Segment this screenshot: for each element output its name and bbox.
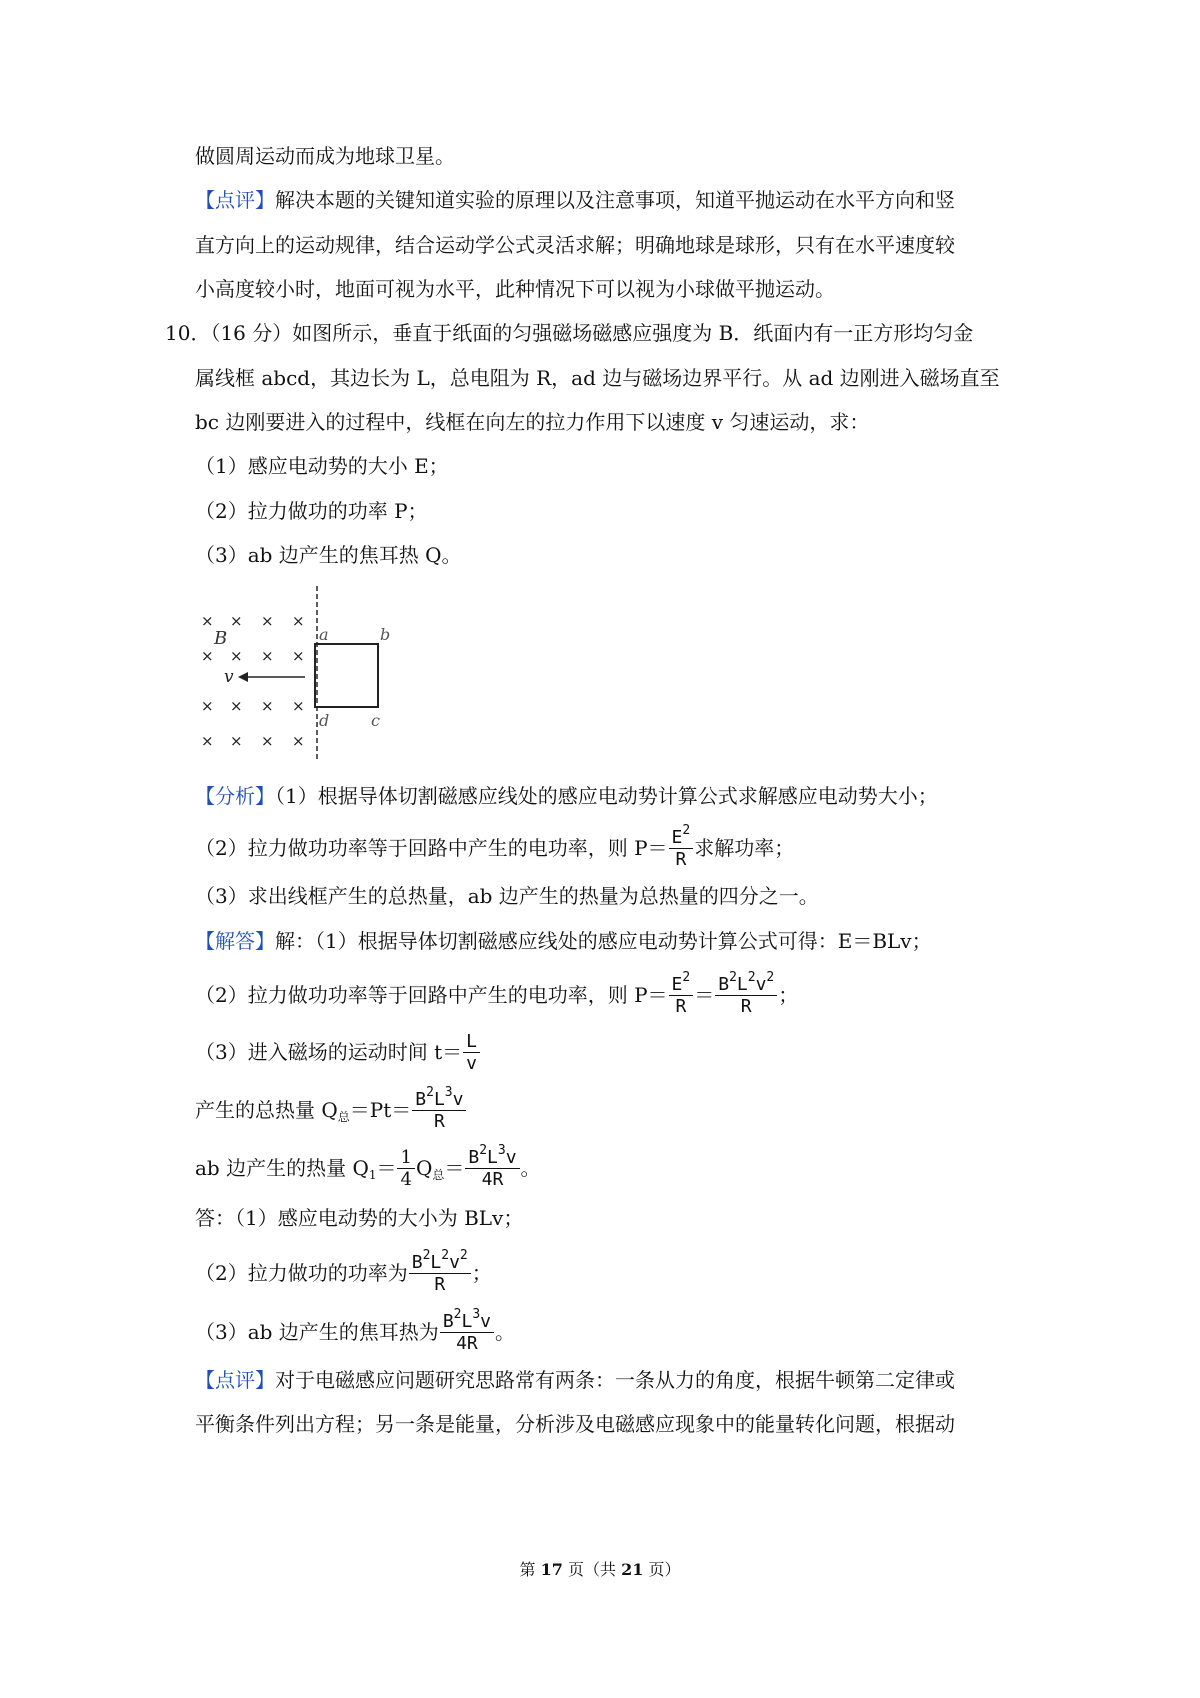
fraction-one-quarter: $\frac{1}{4}$ [397, 1148, 414, 1191]
fraction-E2-over-R: $\frac{E^2}{R}$ [669, 828, 694, 871]
sub-question: （1）感应电动势的大小 E； [195, 454, 449, 478]
solution-line: （2）拉力做功功率等于回路中产生的电功率，则 P＝ $\frac{E^2}{R}$ ＝ $\frac{B^2L^2v^2}{R}$ ； [195, 970, 799, 1017]
label-b: b [380, 625, 391, 644]
sub-question: （3）ab 边产生的焦耳热 Q。 [195, 543, 462, 567]
fraction-B2L2v2-over-R: $\frac{B^2L^2v^2}{R}$ [409, 1253, 471, 1296]
label-B: B [214, 628, 228, 649]
fraction-B2L3v-over-4R: $\frac{B^2L^3v}{4R}$ [440, 1312, 494, 1355]
cross-mark: × [230, 697, 243, 715]
cross-mark: × [292, 612, 305, 630]
arrow-head [238, 672, 248, 682]
cross-mark: × [292, 697, 305, 715]
page-number: 17 [540, 1560, 563, 1579]
solution-line: ab 边产生的热量 $Q_1=$ $\frac{1}{4}$ $Q_总=$ $\frac{B^2L^3v}{4R}$ 。 [195, 1143, 541, 1190]
page-footer: 第 17 页（共 21 页） [519, 1560, 681, 1579]
comment-paragraph [195, 186, 955, 214]
cross-mark: × [261, 647, 274, 665]
label-a: a [319, 625, 329, 644]
fraction-B2L3v-over-R: $\frac{B^2L^3v}{R}$ [412, 1090, 466, 1133]
cross-mark: × [201, 697, 214, 715]
answer-line: （2）拉力做功的功率为 $\frac{B^2L^2v^2}{R}$ ； [195, 1248, 492, 1295]
cross-mark: × [261, 612, 274, 630]
solution-line: 【解答】解：（1）根据导体切割磁感应线处的感应电动势计算公式可得：E＝BLv； [195, 929, 932, 953]
solution-tag: 【解答】 [195, 929, 275, 953]
label-d: d [319, 711, 330, 730]
answer-line: （3）ab 边产生的焦耳热为 $\frac{B^2L^3v}{4R}$ 。 [195, 1307, 515, 1354]
text-line: 解决本题的关键知道实验的原理以及注意事项，知道平抛运动在水平方向和竖 [275, 188, 955, 212]
cross-mark: × [201, 612, 214, 630]
cross-mark: × [230, 732, 243, 750]
cross-mark: × [201, 732, 214, 750]
fraction-B2L3v-over-4R: $\frac{B^2L^3v}{4R}$ [465, 1148, 519, 1191]
sub-question: （2）拉力做功的功率 P； [195, 499, 428, 523]
review-line: 平衡条件列出方程；另一条是能量，分析涉及电磁感应现象中的能量转化问题，根据动 [195, 1412, 955, 1436]
cross-mark: × [230, 612, 243, 630]
answer-line: 答：（1）感应电动势的大小为 BLv； [195, 1206, 524, 1230]
fraction-B2L2v2-over-R: $\frac{B^2L^2v^2}{R}$ [715, 975, 777, 1018]
text-line: 直方向上的运动规律，结合运动学公式灵活求解；明确地球是球形，只有在水平速度较 [195, 233, 955, 257]
question-title: 10．（16 分）如图所示，垂直于纸面的匀强磁场磁感应强度为 B．纸面内有一正方形均匀金 [165, 321, 974, 345]
text-line: 做圆周运动而成为地球卫星。 [195, 144, 455, 168]
label-c: c [371, 711, 380, 730]
cross-mark: × [261, 732, 274, 750]
cross-mark: × [230, 647, 243, 665]
text-line: 小高度较小时，地面可视为水平，此种情况下可以视为小球做平抛运动。 [195, 277, 835, 301]
cross-mark: × [261, 697, 274, 715]
label-v: v [224, 667, 234, 687]
solution-line: 产生的总热量 $Q_总=Pt=$ $\frac{B^2L^3v}{R}$ [195, 1090, 467, 1133]
question-text: bc 边刚要进入的过程中，线框在向左的拉力作用下以速度 v 匀速运动，求： [195, 410, 870, 434]
question-text: 属线框 abcd，其边长为 L，总电阻为 R，ad 边与磁场边界平行。从 ad 边刚进入磁场直至 [195, 366, 1000, 390]
analysis-line: 【分析】（1）根据导体切割磁感应线处的感应电动势计算公式求解感应电动势大小； [195, 784, 938, 808]
comment-tag: 【点评】 [195, 188, 275, 212]
cross-mark: × [201, 647, 214, 665]
analysis-tag: 【分析】 [195, 784, 275, 808]
analysis-line: （2）拉力做功功率等于回路中产生的电功率，则 P＝ $\frac{E^2}{R}$ 求解功率； [195, 823, 795, 870]
solution-line: （3）进入磁场的运动时间 t＝ $\frac{L}{v}$ [195, 1032, 481, 1075]
analysis-line: （3）求出线框产生的总热量，ab 边产生的热量为总热量的四分之一。 [195, 884, 819, 908]
wire-frame [315, 644, 378, 707]
page-total: 21 [621, 1560, 644, 1579]
cross-mark: × [292, 647, 305, 665]
review-line: 【点评】对于电磁感应问题研究思路常有两条：一条从力的角度，根据牛顿第二定律或 [195, 1368, 955, 1392]
fraction-L-over-v: $\frac{L}{v}$ [463, 1032, 480, 1075]
magnetic-field-figure [198, 584, 418, 764]
cross-mark: × [292, 732, 305, 750]
fraction-E2-over-R: $\frac{E^2}{R}$ [669, 975, 694, 1018]
review-tag: 【点评】 [195, 1368, 275, 1392]
